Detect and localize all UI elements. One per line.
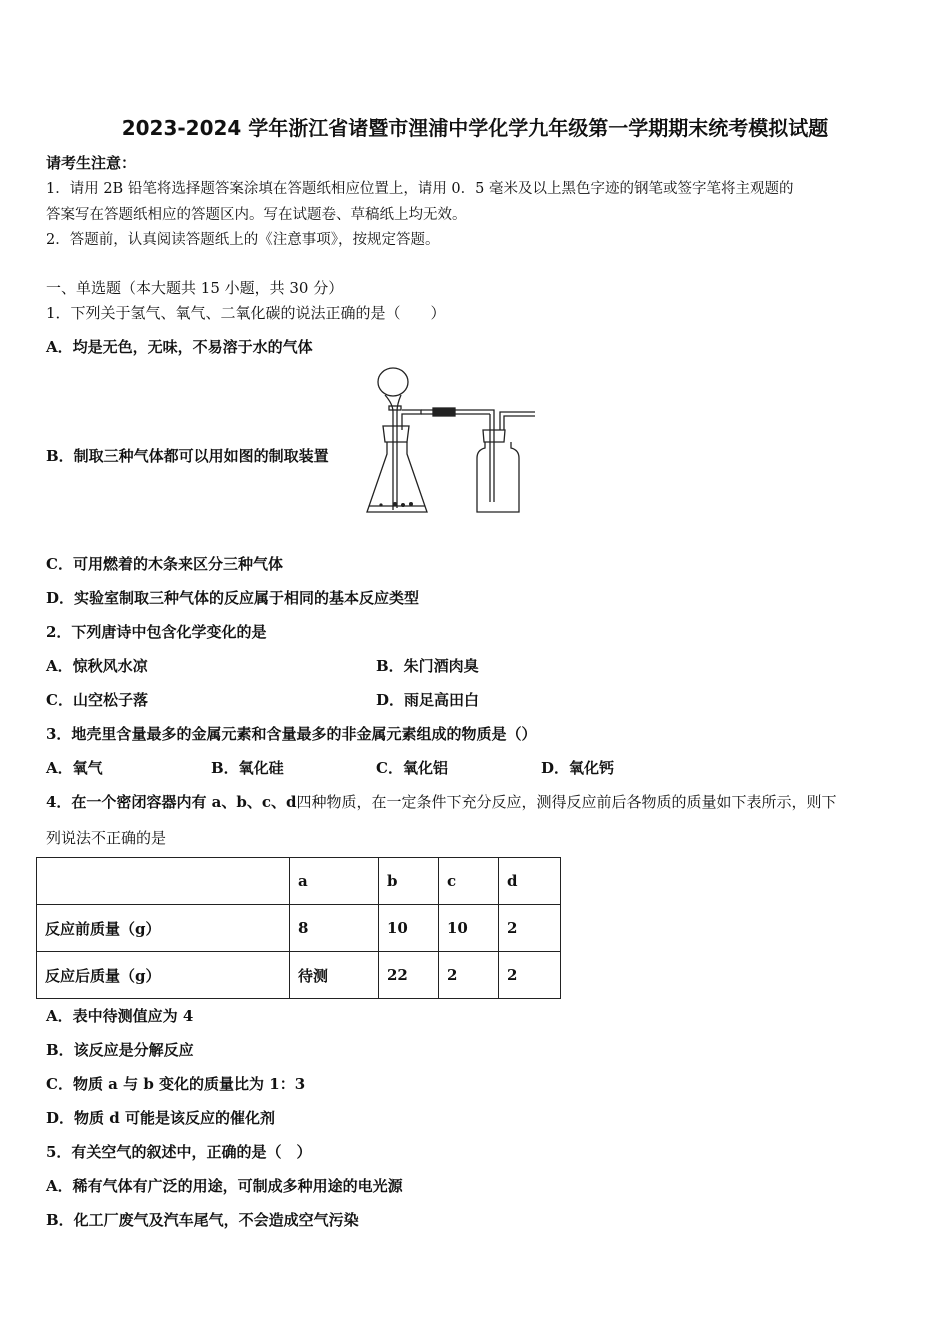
table-cell: 反应前质量（g） bbox=[37, 905, 290, 952]
q1-option-c: C．可用燃着的木条来区分三种气体 bbox=[46, 555, 283, 573]
notice-heading: 请考生注意： bbox=[46, 154, 137, 172]
table-row bbox=[37, 905, 561, 952]
q2-stem: 2．下列唐诗中包含化学变化的是 bbox=[46, 623, 267, 641]
q1-option-d: D．实验室制取三种气体的反应属于相同的基本反应类型 bbox=[46, 589, 420, 607]
table-cell: 2 bbox=[439, 952, 499, 999]
table-cell: 10 bbox=[439, 905, 499, 952]
q2-option-b: B．朱门酒肉臭 bbox=[376, 657, 479, 675]
gas-generation-apparatus bbox=[355, 362, 540, 520]
table-cell: 8 bbox=[290, 905, 379, 952]
q4-option-b: B．该反应是分解反应 bbox=[46, 1041, 194, 1059]
q2-option-c: C．山空松子落 bbox=[46, 691, 148, 709]
q4-option-a: A．表中待测值应为 4 bbox=[46, 1007, 194, 1025]
mass-table bbox=[36, 857, 561, 999]
notice-item-2: 2．答题前，认真阅读答题纸上的《注意事项》，按规定答题。 bbox=[46, 232, 440, 248]
table-cell: a bbox=[290, 858, 379, 905]
q3-option-c: C．氧化铝 bbox=[376, 759, 448, 777]
q5-option-a: A．稀有气体有广泛的用途，可制成多种用途的电光源 bbox=[46, 1177, 403, 1195]
q3-option-a: A．氧气 bbox=[46, 759, 103, 777]
q5-stem: 5．有关空气的叙述中，正确的是（ ） bbox=[46, 1143, 312, 1161]
table-cell bbox=[37, 858, 290, 905]
q4-stem bbox=[46, 791, 837, 812]
q1-stem: 1．下列关于氢气、氧气、二氧化碳的说法正确的是（ ） bbox=[46, 304, 446, 322]
table-cell: 10 bbox=[379, 905, 439, 952]
section-heading: 一、单选题（本大题共 15 小题，共 30 分） bbox=[46, 279, 344, 297]
page-title: 2023-2024 学年浙江省诸暨市浬浦中学化学九年级第一学期期末统考模拟试题 bbox=[121, 116, 829, 140]
q4-option-c: C．物质 a 与 b 变化的质量比为 1：3 bbox=[46, 1075, 306, 1093]
q2-option-d: D．雨足高田白 bbox=[376, 691, 480, 709]
notice-item-1-cont: 答案写在答题纸相应的答题区内。写在试题卷、草稿纸上均无效。 bbox=[46, 207, 467, 223]
table-cell: 2 bbox=[499, 952, 561, 999]
table-cell: d bbox=[499, 858, 561, 905]
table-cell: b bbox=[379, 858, 439, 905]
q3-option-b: B．氧化硅 bbox=[211, 759, 284, 777]
q4-option-d: D．物质 d 可能是该反应的催化剂 bbox=[46, 1109, 275, 1127]
q3-stem: 3．地壳里含量最多的金属元素和含量最多的非金属元素组成的物质是（） bbox=[46, 725, 537, 743]
q2-option-a: A．惊秋风水凉 bbox=[46, 657, 148, 675]
notice-item-1: 1．请用 2B 铅笔将选择题答案涂填在答题纸相应位置上，请用 0．5 毫米及以上黑色字迹的钢笔或签字笔将主观题的 bbox=[46, 181, 794, 197]
table-row bbox=[37, 952, 561, 999]
table-cell: 待测 bbox=[290, 952, 379, 999]
q4-stem-bold: 4．在一个密闭容器内有 a、b、c、d bbox=[46, 793, 297, 811]
q1-option-a: A．均是无色，无味，不易溶于水的气体 bbox=[46, 338, 313, 356]
table-cell: 2 bbox=[499, 905, 561, 952]
q3-option-d: D．氧化钙 bbox=[541, 759, 615, 777]
q5-option-b: B．化工厂废气及汽车尾气，不会造成空气污染 bbox=[46, 1211, 359, 1229]
table-cell: 22 bbox=[379, 952, 439, 999]
table-cell: c bbox=[439, 858, 499, 905]
table-cell: 反应后质量（g） bbox=[37, 952, 290, 999]
q4-stem-rest: 四种物质，在一定条件下充分反应，测得反应前后各物质的质量如下表所示，则下 bbox=[296, 793, 837, 811]
q4-stem-cont: 列说法不正确的是 bbox=[46, 829, 167, 847]
table-header-row bbox=[37, 858, 561, 905]
q1-option-b: B．制取三种气体都可以用如图的制取装置 bbox=[46, 447, 329, 465]
